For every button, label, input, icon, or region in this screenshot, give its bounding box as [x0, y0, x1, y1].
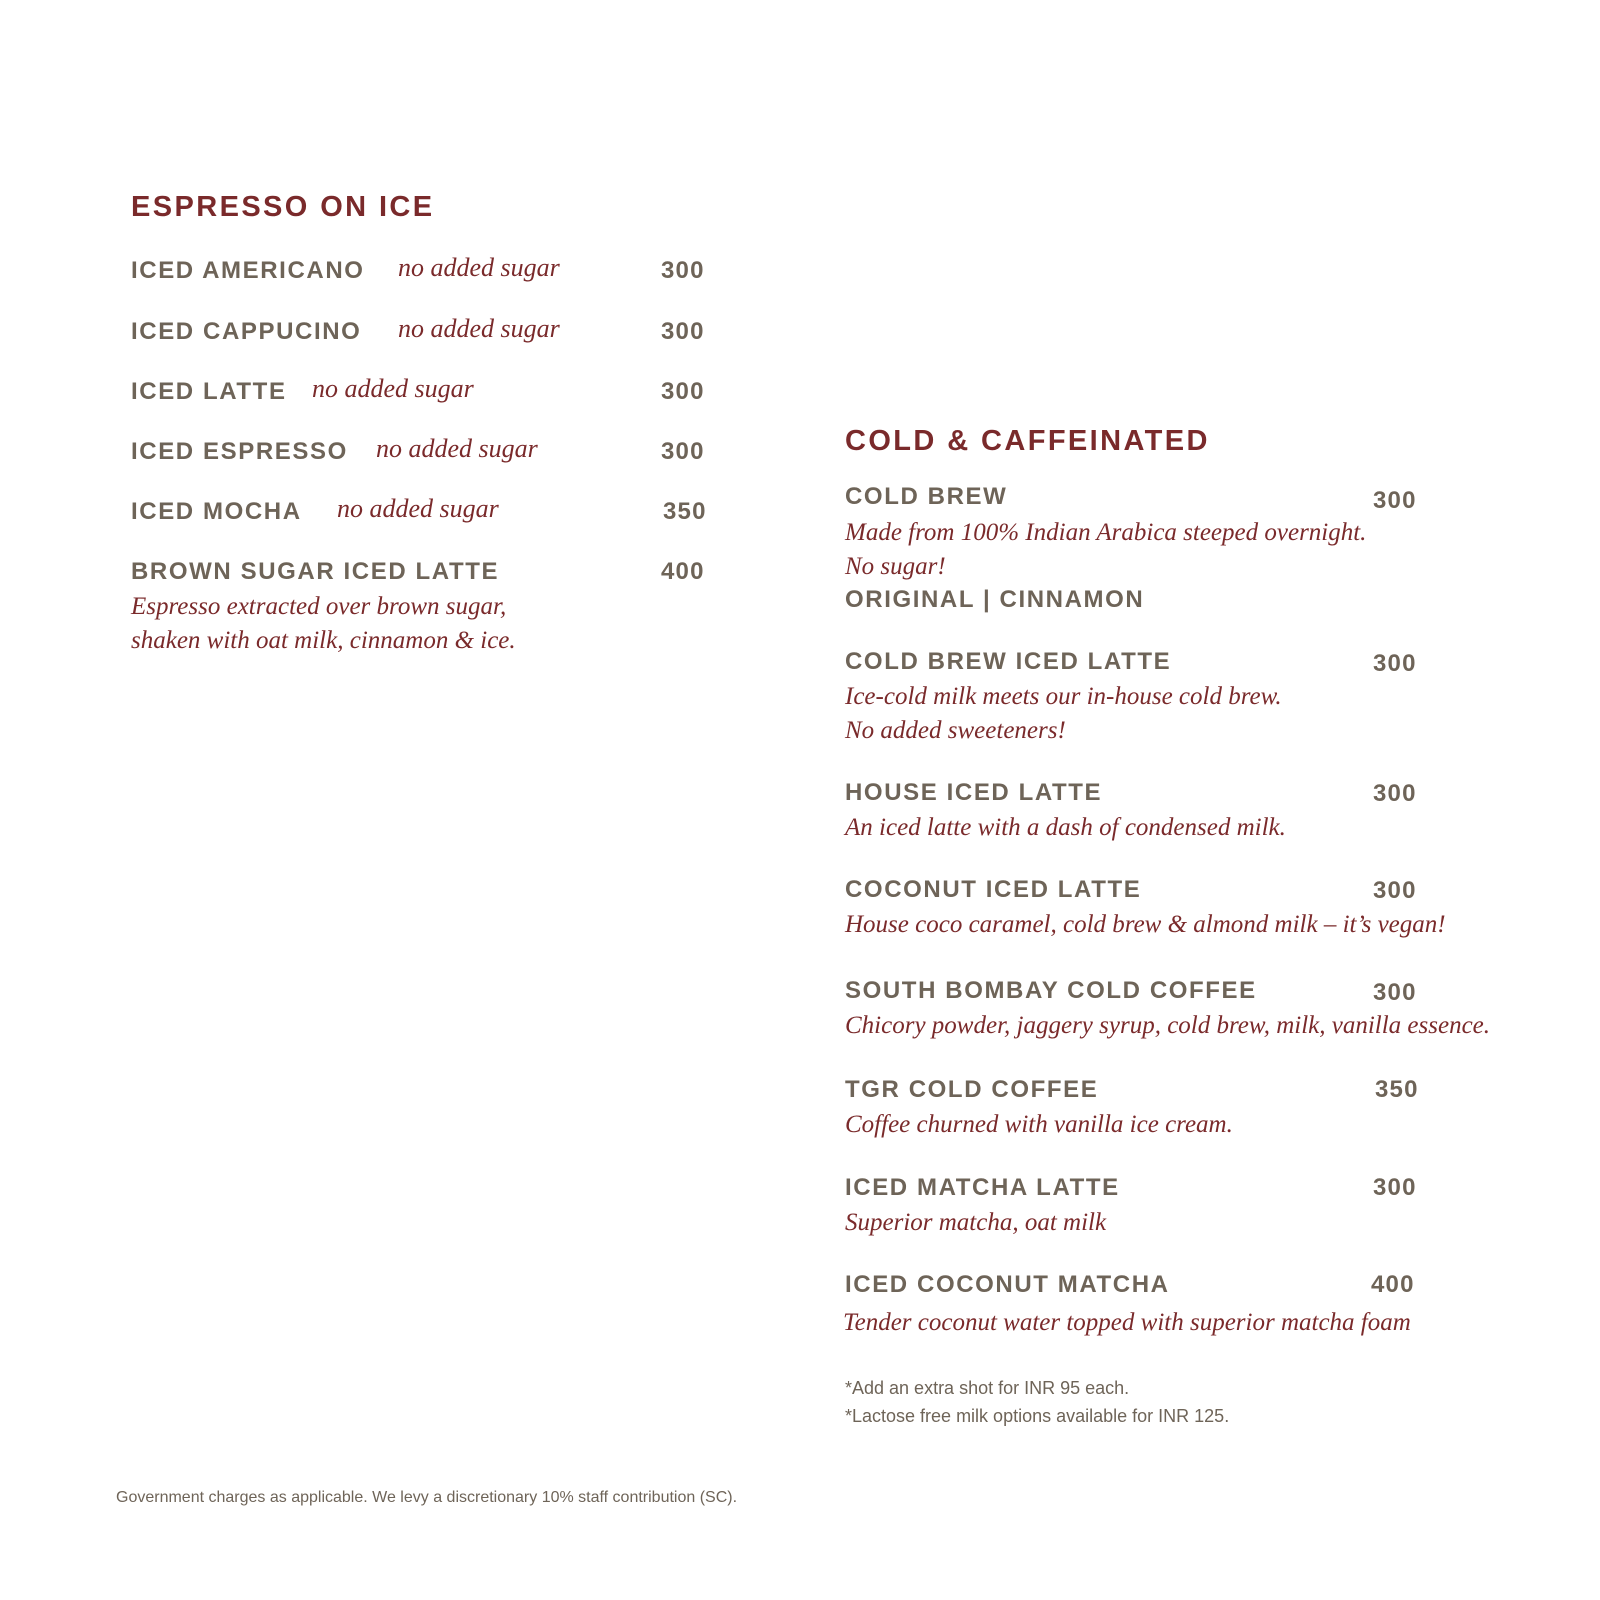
item-name: HOUSE ICED LATTE	[845, 779, 1103, 806]
item-name: COLD BREW	[845, 483, 1008, 510]
item-price: 300	[1373, 650, 1417, 677]
item-description: Tender coconut water topped with superior matcha foam	[843, 1309, 1411, 1336]
item-name: ICED ESPRESSO	[131, 438, 348, 465]
item-description: House coco caramel, cold brew & almond milk – it’s vegan!	[845, 911, 1446, 938]
item-description: Chicory powder, jaggery syrup, cold brew, milk, vanilla essence.	[845, 1012, 1491, 1039]
item-options: ORIGINAL | CINNAMON	[845, 586, 1145, 613]
item-description: Made from 100% Indian Arabica steeped overnight. No sugar!	[845, 519, 1367, 580]
item-description: An iced latte with a dash of condensed milk.	[845, 814, 1286, 841]
item-price: 300	[661, 318, 705, 345]
item-price: 400	[661, 558, 705, 585]
item-note: no added sugar	[398, 253, 560, 282]
item-description: Espresso extracted over brown sugar, shaken with oat milk, cinnamon & ice.	[131, 593, 516, 654]
item-name: ICED COCONUT MATCHA	[845, 1271, 1170, 1298]
item-price: 300	[1373, 487, 1417, 514]
item-note: no added sugar	[337, 494, 499, 523]
item-description: Coffee churned with vanilla ice cream.	[845, 1111, 1233, 1138]
item-name: BROWN SUGAR ICED LATTE	[131, 558, 500, 585]
item-name: COLD BREW ICED LATTE	[845, 648, 1172, 675]
item-name: ICED MOCHA	[131, 498, 302, 525]
item-price: 350	[663, 498, 707, 525]
item-price: 300	[1373, 780, 1417, 807]
item-price: 300	[1373, 979, 1417, 1006]
item-note: no added sugar	[376, 434, 538, 463]
section-heading-cold-and-caffeinated: COLD & CAFFEINATED	[845, 425, 1210, 457]
item-note: no added sugar	[312, 374, 474, 403]
item-name: ICED LATTE	[131, 378, 287, 405]
item-price: 300	[1373, 1174, 1417, 1201]
item-price: 350	[1375, 1076, 1419, 1103]
item-price: 300	[1373, 877, 1417, 904]
item-price: 300	[661, 257, 705, 284]
item-name: ICED MATCHA LATTE	[845, 1174, 1120, 1201]
section-heading-espresso-on-ice: ESPRESSO ON ICE	[131, 191, 435, 223]
footnote-lactose-free: *Lactose free milk options available for INR 125.	[845, 1406, 1230, 1426]
item-price: 400	[1371, 1271, 1415, 1298]
item-note: no added sugar	[398, 314, 560, 343]
footer-charges-note: Government charges as applicable. We levy a discretionary 10% staff contribution (SC).	[116, 1489, 738, 1506]
item-name: ICED AMERICANO	[131, 257, 365, 284]
item-description: Superior matcha, oat milk	[845, 1209, 1107, 1236]
item-name: COCONUT ICED LATTE	[845, 876, 1142, 903]
item-description: Ice-cold milk meets our in-house cold brew. No added sweeteners!	[845, 683, 1282, 744]
footnotes	[845, 1374, 1229, 1430]
item-name: SOUTH BOMBAY COLD COFFEE	[845, 977, 1257, 1004]
item-price: 300	[661, 378, 705, 405]
footnote-extra-shot: *Add an extra shot for INR 95 each.	[845, 1378, 1130, 1398]
item-name: ICED CAPPUCINO	[131, 318, 362, 345]
item-name: TGR COLD COFFEE	[845, 1076, 1099, 1103]
item-price: 300	[661, 438, 705, 465]
